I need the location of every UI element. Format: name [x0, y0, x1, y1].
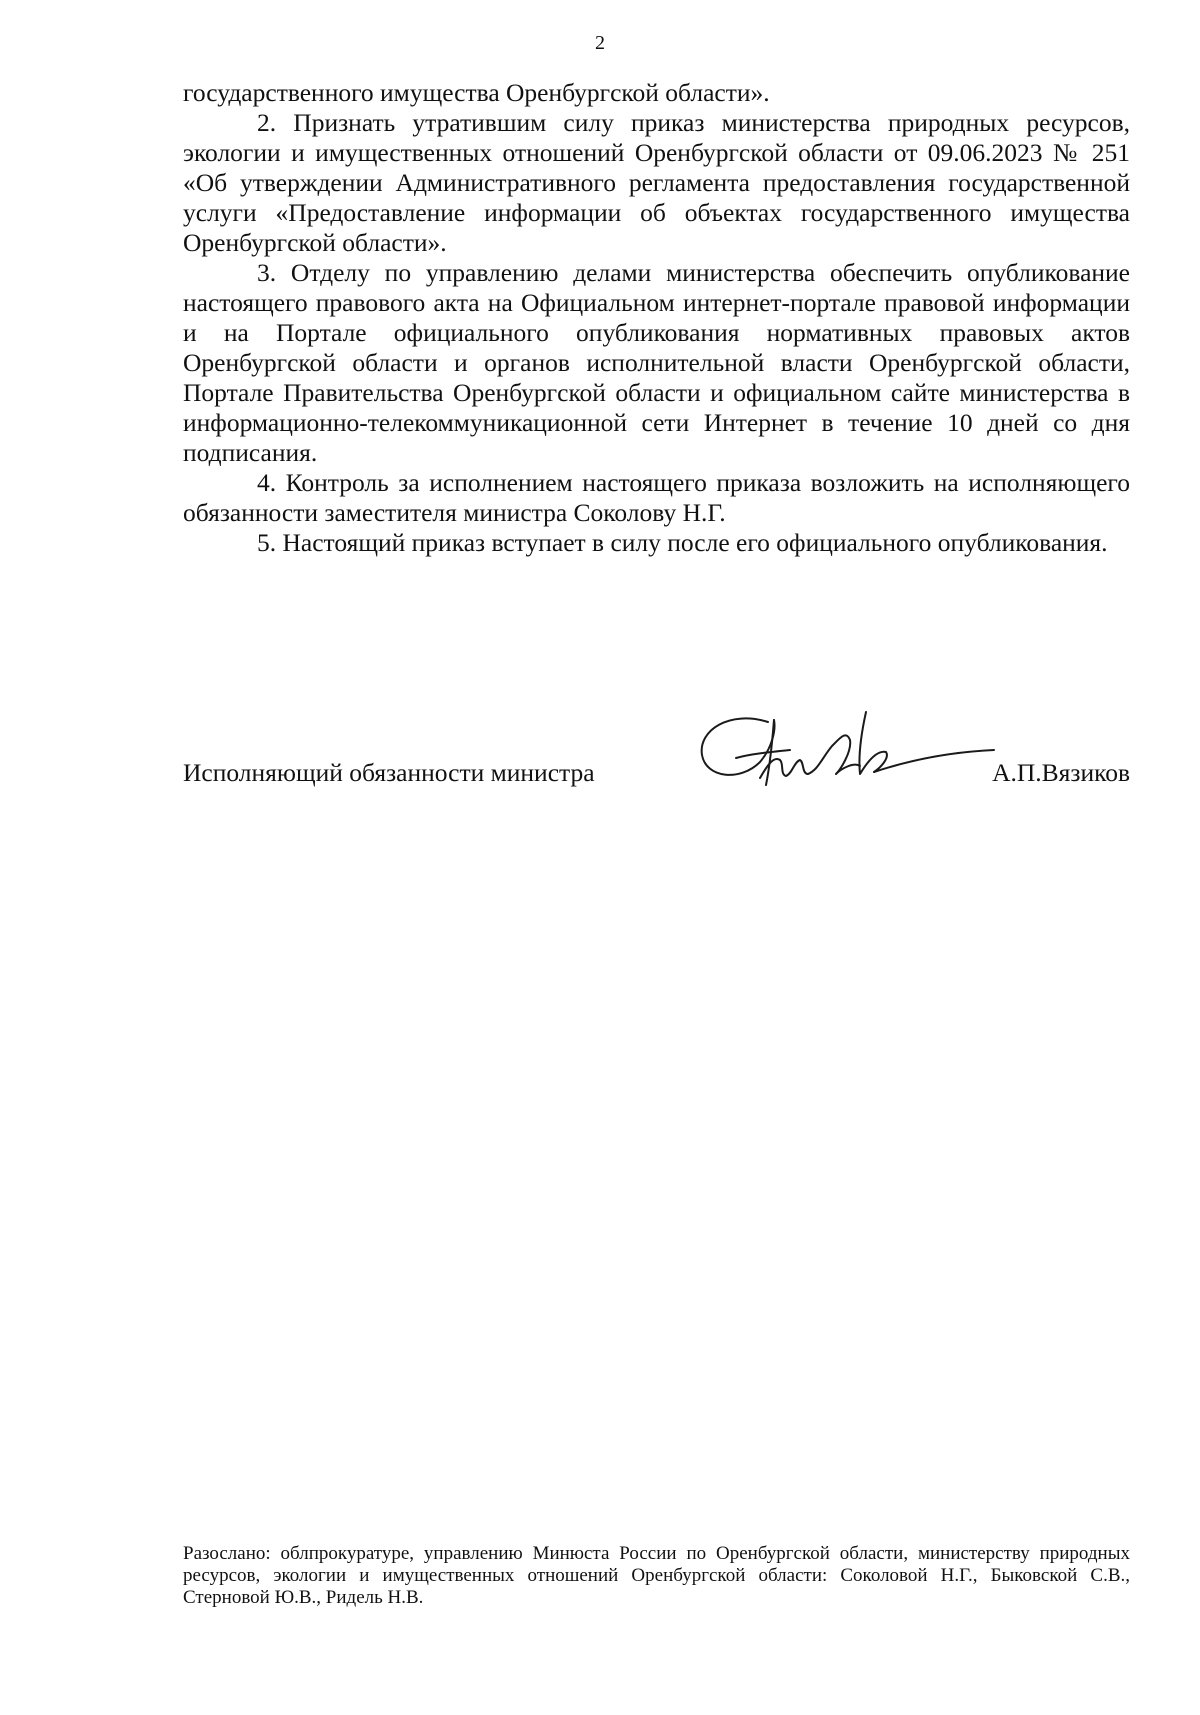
paragraph-item-3: 3. Отделу по управлению делами министерства обеспечить опубликование настоящего правового акта на Официальном интернет-портале правовой информации и на Портале официального опубликования нормативных правовых актов Оренбургской области и органов исполнительной власти Оренбургской области, Портале Правительства Оренбургской области и официальном сайте министерства в информационно-телекоммуникационной сети Интернет в течение 10 дней со дня подписания. [183, 258, 1130, 467]
paragraph-continuation: государственного имущества Оренбургской области». [183, 78, 770, 107]
handwritten-signature [690, 700, 1010, 800]
paragraph-item-4: 4. Контроль за исполнением настоящего приказа возложить на исполняющего обязанности заместителя министра Соколову Н.Г. [183, 468, 1130, 527]
signatory-position: Исполняющий обязанности министра [183, 758, 595, 787]
document-body [183, 78, 1130, 558]
paragraph-item-2: 2. Признать утратившим силу приказ министерства природных ресурсов, экологии и имущественных отношений Оренбургской области от 09.06.2023 № 251 «Об утверждении Административного регламента предоставления государственной услуги «Предоставление информации об объектах государственного имущества Оренбургской области». [183, 108, 1130, 257]
signatory-name: А.П.Вязиков [992, 758, 1130, 787]
distribution-list: Разослано: облпрокуратуре, управлению Минюста России по Оренбургской области, министерству природных ресурсов, экологии и имущественных отношений Оренбургской области: Соколовой Н.Г., Быковской С.В., Стерновой Ю.В., Ридель Н.В. [183, 1543, 1130, 1608]
page-number: 2 [595, 32, 605, 54]
paragraph-item-5: 5. Настоящий приказ вступает в силу после его официального опубликования. [257, 528, 1108, 557]
